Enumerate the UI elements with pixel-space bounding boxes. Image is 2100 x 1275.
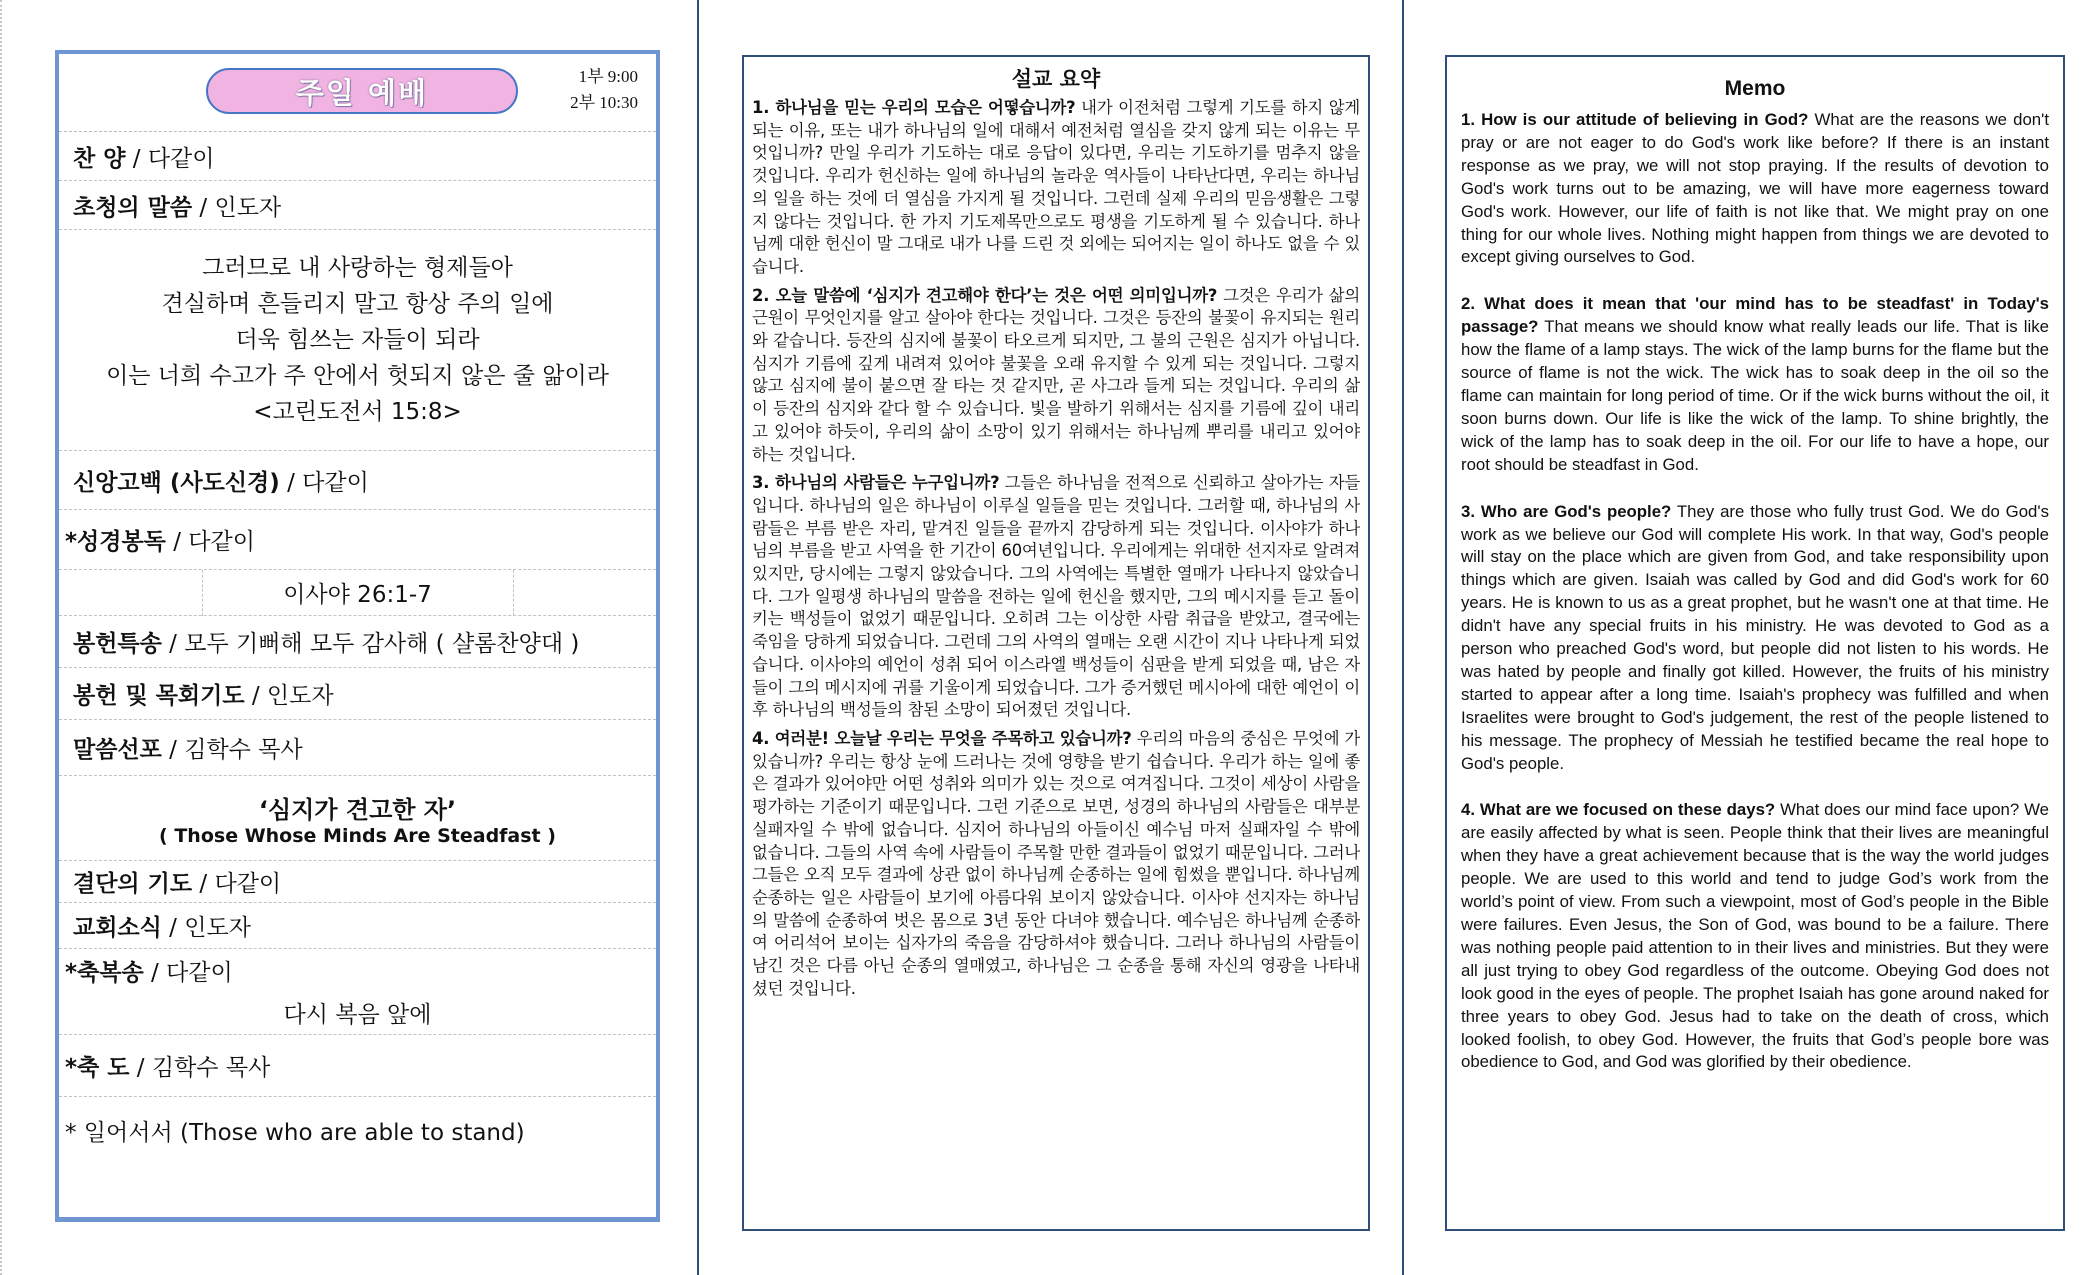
item-leader: / 다같이 [143,959,233,986]
hymn-title: 다시 복음 앞에 [283,1002,432,1028]
scripture-reference: <고린도전서 15:8> [253,399,462,425]
hymn-title-row [59,991,656,1035]
summary-answer: 내가 이전처럼 그렇게 기도를 하지 않게 되는 이유, 또는 내가 하나님의 일에 대해서 예전처럼 열심을 갖지 않게 되는 이유는 무엇입니까? 만일 우리가 기도하는 대로 응답이 있다면, 우리는 기도하기를 멈추지 않을 것입니다. 우리가 헌신하는 일에 하나님의 놀라운 역사들이 나타난다면, 우리는 하나님의 일을 하는 것에 더 열심을 가지게 될 것입니다. 그런데 실제 우리의 믿음생활은 그렇지 않다는 것입니다. 한 가지 기도제목만으로도 평생을 기도하게 될 수 있습니다. 하나님께 대한 헌신이 말 그대로 내가 나를 드린 것 외에는 되어지는 일이 하나도 없을 수 있습니다. [752,98,1360,276]
memo-question: 1. How is our attitude of believing in God? [1461,110,1809,129]
fold-line-left [697,0,699,1275]
memo-answer: That means we should know what really leads our life. That is like how the flame of a lamp stays. The wick of the lamp burns for the flame but the source of flame is not the wick. The wick has to soak deep in the oil so the flame can maintain for long period of time. Or if the wick burns without the oil, it soon burns down. Our life is like the wick of the lamp. To shine brightly, the wick of the lamp has to soak deep in the oil. For our life to have a hope, our root should be steadfast in God. [1461,317,2049,474]
summary-answer: 우리의 마음의 중심은 무엇에 가 있습니까? 우리는 항상 눈에 드러나는 것에 영향을 받기 쉽습니다. 우리가 하는 일에 좋은 결과가 있어야만 어떤 성취와 의미가 있는 것으로 여겨집니다. 그것이 세상이 사람을 평가하는 기준이기 때문입니다. 그런 기준으로 보면, 성경의 하나님의 사람들은 대부분 실패자일 수 밖에 없습니다. 심지어 하나님의 아들이신 예수님 마저 실패자일 수 밖에 없습니다. 그들의 사역 속에 사람들이 주목할 만한 결과들이 없었기 때문입니다. 그러나 그들은 오직 모두 결과에 상관 없이 하나님께 순종하는 일에 힘썼을 뿐입니다. 하나님께 순종하는 일은 사람들이 보기에 아름다워 보이지 않았습니다. 이사야 선지자는 하나님의 말씀에 순종하여 벗은 몸으로 3년 동안 다녀야 했습니다. 예수님은 하나님께 순종하여 어리석어 보이는 십자가의 죽음을 감당하셔야 했습니다. 그러나 하나님의 사람들이 남긴 것은 다름 아닌 순종의 열매였고, 하나님은 그 순종을 통해 자신의 영광을 나타내셨던 것입니다. [752,728,1360,998]
item-label: *축 도 [65,1055,130,1081]
memo-english [1445,55,2065,1231]
worship-title-badge [206,68,518,114]
worship-item-decision [59,861,656,903]
stand-note: * 일어서서 (Those who are able to stand) [65,1119,525,1146]
item-label: 결단의 기도 [73,871,193,897]
item-label: 말씀선포 [73,737,162,763]
item-leader: / 다같이 [125,145,215,172]
summary-answer: 그들은 하나님을 전적으로 신뢰하고 살아가는 자들입니다. 하나님의 일은 하나님이 이루실 일들을 믿는 것입니다. 그러할 때, 하나님의 사람들은 부름 받은 자리, 맡겨진 일들을 끝까지 감당하게 되는 것입니다. 이사야가 하나님의 부름을 받고 사역을 한 기간이 60여년입니다. 우리에게는 위대한 선지자로 알려져 있지만, 당시에는 그렇지 않았습니다. 그의 사역에는 특별한 열매가 나타나지 않았습니다. 그가 일평생 하나님의 말씀을 전하는 일에 헌신을 했지만, 그의 메시지를 듣고 돌이키는 백성들이 없었기 때문입니다. 오히려 그는 이상한 사람 취급을 받았고, 결국에는 죽임을 당하게 되었습니다. 그런데 그의 사역의 열매는 오랜 시간이 지나 나타나게 되었습니다. 이사야의 예언이 성취 되어 이스라엘 백성들이 심판을 받게 되었을 때, 남은 자들이 그의 메시지에 귀를 기울이게 되었습니다. 그가 증거했던 메시아에 대한 예언이 이후 하나님의 백성들의 참된 소망이 되어졌던 것입니다. [752,473,1360,720]
summary-question: 4. 여러분! 오늘날 우리는 무엇을 주목하고 있습니까? [752,728,1132,748]
worship-header [59,54,656,132]
memo-paragraph [1461,293,2049,476]
item-label: 교회소식 [73,915,162,941]
summary-question: 1. 하나님을 믿는 우리의 모습은 어떻습니까? [752,98,1076,117]
memo-question: 3. Who are God's people? [1461,501,1672,521]
order-of-worship [55,50,660,1222]
item-leader: / 인도자 [244,683,334,709]
summary-paragraph [752,472,1360,722]
item-label: 신앙고백 (사도신경) [73,469,280,496]
summary-paragraph [752,728,1360,1000]
scripture-line: 더욱 힘쓰는 자들이 되라 [235,327,480,353]
summary-paragraph [752,285,1360,467]
worship-item-reading [59,510,656,570]
item-label: *성경봉독 [65,529,166,555]
item-leader: / 다같이 [165,529,255,555]
memo-answer: What are the reasons we don't pray or are not eager to do God's work like before? If there is an instant response as we pray, we will not stop praying. If the results of devotion to God's work turns out to be amazing, we will have more eagerness toward God's work. However, our life of faith is not like that. We might pray on one thing for our whole lives. Nothing might happen from things we are devoted to except giving ourselves to God. [1461,110,2049,267]
reading-reference-row [59,570,656,616]
worship-item-sermon [59,720,656,776]
item-label: 찬 양 [73,145,126,172]
worship-item-offering-song [59,616,656,668]
item-leader: / 김학수 목사 [129,1055,271,1081]
memo-paragraph [1461,109,2049,269]
worship-item-offering-prayer [59,668,656,720]
memo-paragraph [1461,501,2049,776]
stand-note-row [59,1097,656,1163]
scripture-line: 그러므로 내 사랑하는 형제들아 [202,255,513,281]
item-label: 봉헌 및 목회기도 [73,683,245,709]
summary-title: 설교 요약 [1011,67,1101,91]
reading-reference: 이사야 26:1-7 [202,570,514,616]
memo-answer: They are those who fully trust God. We do God's work as we believe our God will complete His work. In that way, God's people will stay on the place which are given from God, and take responsibility upon things which are given. Isaiah was called by God and did God's work for 60 years. He is known to us as a great prophet, but he wasn't one at that time. He didn't have any special fruits in his ministry. He was devoted to God as a person who preached God's word, but people did not listen to his words. He was hated by people and finally got killed. However, the fruits of his ministry started to appear after a long time. Isaiah's prophecy was fulfilled and when Israelites were brought to God's judgement, the rest of the people listened to his message. The prophecy of Messiah he testified became the real hope to God's people. [1461,501,2049,773]
fold-line-right [1402,0,1404,1275]
item-leader: / 인도자 [192,194,282,221]
scripture-line: 이는 너희 수고가 주 안에서 헛되지 않은 줄 앎이라 [106,363,609,389]
item-leader: / 김학수 목사 [161,737,303,763]
item-label: 봉헌특송 [73,631,162,657]
memo-paragraph [1461,799,2049,1074]
service-times [570,64,638,116]
page-edge [0,0,2,1275]
memo-question: 2. What does it mean that 'our mind has to be steadfast' in Today's passage? [1461,294,2049,337]
memo-question: 4. What are we focused on these days? [1461,800,1776,820]
worship-title: 주일 예배 [295,75,429,110]
service-time-2: 2부 10:30 [570,93,638,112]
worship-item-praise [59,132,656,181]
item-leader: / 인도자 [161,915,251,941]
worship-item-creed [59,451,656,510]
worship-item-invitation [59,181,656,230]
item-leader: / 다같이 [192,871,282,897]
sermon-title-english: ( Those Whose Minds Are Steadfast ) [159,824,556,847]
memo-answer: What does our mind face upon? We are easily affected by what is seen. People think that their lives are meaningful when they have a great achievement because that is the way the world judges people. We are used to this world and tend to judge God’s work from the world’s point of view. From such a viewpoint, most of God’s people in the Bible were failures. Even Jesus, the Son of God, was bound to be a failure. There was nothing people paid attention to in their lives and ministries. But they were all just trying to obey God regardless of the outcome. Obeying God does not look good in the eyes of people. The prophet Isaiah has gone around naked for three years to obey God. Jesus had to take on the death of cross, which looked foolish, to obey God. However, the fruits that God’s people bore was obedience to God, and God was glorified by their obedience. [1461,800,2050,1072]
sermon-title-row [59,776,656,861]
scripture-line: 견실하며 흔들리지 말고 항상 주의 일에 [161,291,554,317]
invitation-scripture [59,230,656,451]
summary-paragraph [752,97,1360,279]
worship-item-news [59,903,656,949]
sermon-summary-korean [742,55,1370,1231]
worship-item-hymn [59,949,656,991]
summary-question: 2. 오늘 말씀에 ‘심지가 견고해야 한다’는 것은 어떤 의미입니까? [752,285,1218,305]
item-leader: / 다같이 [279,469,369,496]
item-leader: / 모두 기뻐해 모두 감사해 ( 샬롬찬양대 ) [161,631,580,657]
memo-title: Memo [1724,77,1786,100]
worship-item-benediction [59,1035,656,1097]
sermon-title-korean: ‘심지가 견고한 자’ [258,795,457,824]
summary-question: 3. 하나님의 사람들은 누구입니까? [752,473,1000,493]
summary-answer: 그것은 우리가 삶의 근원이 무엇인지를 알고 살아야 한다는 것입니다. 그것은 등잔의 불꽃이 유지되는 원리와 같습니다. 등잔의 심지에 불꽃이 타오르게 되지만, 그 불의 근원은 심지가 아닙니다. 심지가 기름에 깊게 내려져 있어야 불꽃을 오래 유지할 수 있게 되는 것입니다. 그렇지 않고 심지에 불이 붙으면 잘 타는 것 같지만, 곧 사그라 들게 되는 것입니다. 우리의 삶이 등잔의 심지와 같다 할 수 있습니다. 빛을 발하기 위해서는 심지를 기름에 깊이 내리고 있어야 하듯이, 우리의 삶이 소망이 있기 위해서는 하나님께 뿌리를 내리고 있어야 하는 것입니다. [752,285,1360,464]
item-label: 초청의 말씀 [73,194,193,221]
item-label: *축복송 [65,959,144,986]
service-time-1: 1부 9:00 [578,67,638,86]
